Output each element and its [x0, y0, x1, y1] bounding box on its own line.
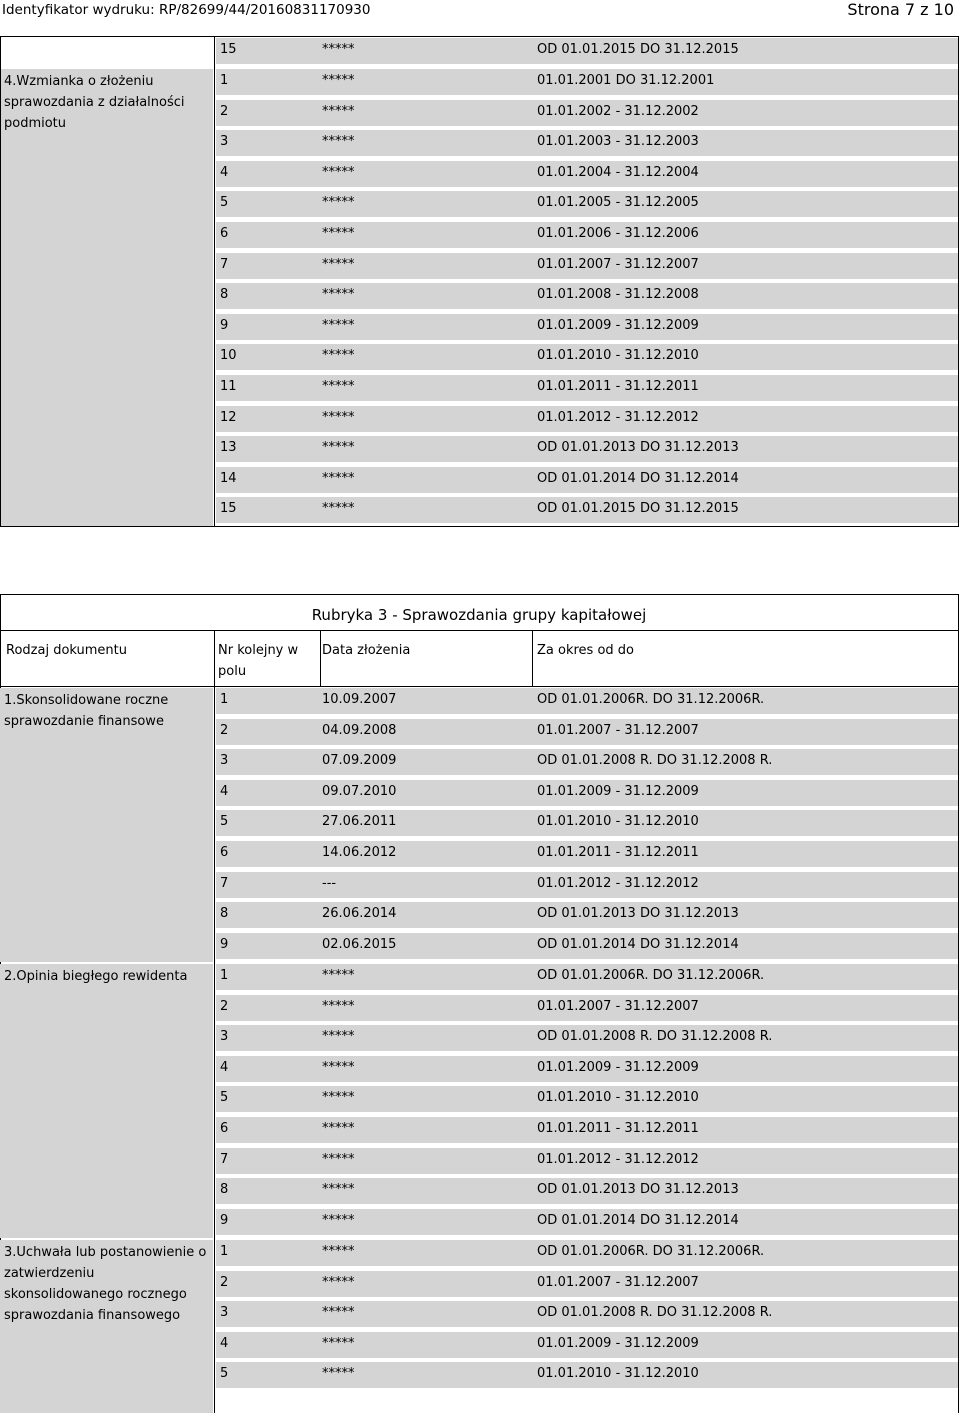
row-period: 01.01.2009 - 31.12.2009 — [537, 1060, 699, 1075]
row-date: ***** — [322, 134, 355, 149]
row-date: ***** — [322, 379, 355, 394]
row-date: 26.06.2014 — [322, 906, 397, 921]
table-row — [216, 872, 958, 898]
table-row — [216, 1117, 958, 1143]
table-row — [216, 314, 958, 340]
row-nr: 9 — [220, 1213, 229, 1228]
table-row — [216, 375, 958, 401]
row-period: 01.01.2003 - 31.12.2003 — [537, 134, 699, 149]
row-nr: 4 — [220, 1336, 229, 1351]
table-row — [216, 688, 958, 714]
table-row — [216, 69, 958, 95]
row-nr: 5 — [220, 195, 229, 210]
document-type-label: 3.Uchwała lub postanowienie o zatwierdzeniu skonsolidowanego rocznego sprawozdania finansowego — [0, 1240, 213, 1413]
row-nr: 1 — [220, 1244, 229, 1259]
section-title: Rubryka 3 - Sprawozdania grupy kapitałowej — [311, 606, 647, 624]
row-period: 01.01.2009 - 31.12.2009 — [537, 1336, 699, 1351]
row-period: 01.01.2010 - 31.12.2010 — [537, 814, 699, 829]
row-nr: 1 — [220, 968, 229, 983]
row-nr: 5 — [220, 814, 229, 829]
row-period: 01.01.2010 - 31.12.2010 — [537, 348, 699, 363]
row-period: 01.01.2012 - 31.12.2012 — [537, 876, 699, 891]
row-nr: 4 — [220, 165, 229, 180]
row-date: 04.09.2008 — [322, 723, 397, 738]
row-nr: 13 — [220, 440, 237, 455]
row-nr: 11 — [220, 379, 237, 394]
row-date: ***** — [322, 318, 355, 333]
column-header-nr: Nr kolejny w polu — [218, 643, 299, 679]
print-identifier: Identyfikator wydruku: RP/82699/44/20160831170930 — [2, 2, 371, 18]
row-period: 01.01.2009 - 31.12.2009 — [537, 318, 699, 333]
row-period: 01.01.2002 - 31.12.2002 — [537, 104, 699, 119]
row-date: ***** — [322, 1275, 355, 1290]
row-date: ***** — [322, 1182, 355, 1197]
row-date: 07.09.2009 — [322, 753, 397, 768]
row-date: ***** — [322, 1121, 355, 1136]
row-nr: 4 — [220, 1060, 229, 1075]
row-date: ***** — [322, 42, 355, 57]
row-date: 02.06.2015 — [322, 937, 397, 952]
row-date: ***** — [322, 440, 355, 455]
table-row — [216, 161, 958, 187]
row-nr: 2 — [220, 104, 229, 119]
row-period: OD 01.01.2013 DO 31.12.2013 — [537, 906, 739, 921]
row-nr: 2 — [220, 999, 229, 1014]
row-period: OD 01.01.2015 DO 31.12.2015 — [537, 42, 739, 57]
page-number: Strona 7 z 10 — [847, 0, 954, 19]
row-nr: 8 — [220, 1182, 229, 1197]
table-row — [216, 1148, 958, 1174]
row-period: OD 01.01.2006R. DO 31.12.2006R. — [537, 692, 765, 707]
row-period: 01.01.2012 - 31.12.2012 — [537, 410, 699, 425]
row-nr: 6 — [220, 845, 229, 860]
table-row — [216, 1301, 958, 1327]
row-period: 01.01.2011 - 31.12.2011 — [537, 1121, 699, 1136]
row-nr: 6 — [220, 1121, 229, 1136]
row-nr: 9 — [220, 318, 229, 333]
table-row — [216, 780, 958, 806]
row-nr: 3 — [220, 1305, 229, 1320]
table-border — [0, 630, 959, 631]
row-date: --- — [322, 876, 337, 891]
row-period: OD 01.01.2014 DO 31.12.2014 — [537, 471, 739, 486]
row-nr: 3 — [220, 753, 229, 768]
row-period: 01.01.2007 - 31.12.2007 — [537, 257, 699, 272]
table-row — [216, 1056, 958, 1082]
row-date: 14.06.2012 — [322, 845, 397, 860]
row-nr: 9 — [220, 937, 229, 952]
row-nr: 2 — [220, 723, 229, 738]
table-row — [216, 749, 958, 775]
row-period: 01.01.2012 - 31.12.2012 — [537, 1152, 699, 1167]
column-header-date: Data złożenia — [322, 643, 411, 658]
table-border — [532, 630, 533, 686]
row-date: ***** — [322, 1090, 355, 1105]
row-period: 01.01.2004 - 31.12.2004 — [537, 165, 699, 180]
table-border — [0, 36, 1, 527]
row-period: OD 01.01.2008 R. DO 31.12.2008 R. — [537, 1029, 773, 1044]
row-date: ***** — [322, 287, 355, 302]
table-row — [216, 810, 958, 836]
row-period: 01.01.2008 - 31.12.2008 — [537, 287, 699, 302]
row-period: OD 01.01.2013 DO 31.12.2013 — [537, 440, 739, 455]
row-nr: 6 — [220, 226, 229, 241]
row-period: 01.01.2005 - 31.12.2005 — [537, 195, 699, 210]
row-date: ***** — [322, 73, 355, 88]
table-row — [216, 191, 958, 217]
row-nr: 10 — [220, 348, 237, 363]
table-border — [958, 594, 959, 1413]
row-date: ***** — [322, 1305, 355, 1320]
row-period: OD 01.01.2008 R. DO 31.12.2008 R. — [537, 1305, 773, 1320]
table-border — [214, 630, 215, 1413]
table-border — [0, 36, 959, 37]
row-nr: 7 — [220, 1152, 229, 1167]
row-nr: 5 — [220, 1366, 229, 1381]
row-date: ***** — [322, 1213, 355, 1228]
row-period: OD 01.01.2013 DO 31.12.2013 — [537, 1182, 739, 1197]
row-nr: 7 — [220, 257, 229, 272]
row-period: 01.01.2011 - 31.12.2011 — [537, 845, 699, 860]
table-border — [0, 686, 959, 687]
row-date: ***** — [322, 501, 355, 516]
table-border — [0, 526, 959, 527]
row-period: 01.01.2007 - 31.12.2007 — [537, 1275, 699, 1290]
row-date: ***** — [322, 471, 355, 486]
table-row — [216, 933, 958, 959]
row-date: ***** — [322, 165, 355, 180]
row-nr: 1 — [220, 73, 229, 88]
row-nr: 15 — [220, 501, 237, 516]
row-date: ***** — [322, 1029, 355, 1044]
row-date: ***** — [322, 104, 355, 119]
row-date: 27.06.2011 — [322, 814, 397, 829]
row-date: ***** — [322, 1244, 355, 1259]
row-nr: 3 — [220, 134, 229, 149]
row-nr: 2 — [220, 1275, 229, 1290]
table-row — [216, 1332, 958, 1358]
row-period: OD 01.01.2015 DO 31.12.2015 — [537, 501, 739, 516]
row-period: 01.01.2001 DO 31.12.2001 — [537, 73, 715, 88]
table-row — [216, 253, 958, 279]
column-header-type: Rodzaj dokumentu — [6, 643, 127, 658]
table-border — [958, 36, 959, 527]
table-row — [216, 1209, 958, 1235]
row-period: 01.01.2006 - 31.12.2006 — [537, 226, 699, 241]
table-border — [214, 36, 215, 527]
table-row — [216, 130, 958, 156]
table-row — [216, 841, 958, 867]
row-nr: 14 — [220, 471, 237, 486]
row-period: OD 01.01.2014 DO 31.12.2014 — [537, 937, 739, 952]
table-row — [216, 995, 958, 1021]
table-row — [216, 902, 958, 928]
table-row — [216, 1362, 958, 1388]
row-period: 01.01.2009 - 31.12.2009 — [537, 784, 699, 799]
table-row — [216, 406, 958, 432]
row-date: ***** — [322, 410, 355, 425]
row-period: 01.01.2010 - 31.12.2010 — [537, 1366, 699, 1381]
row-period: OD 01.01.2006R. DO 31.12.2006R. — [537, 1244, 765, 1259]
row-nr: 3 — [220, 1029, 229, 1044]
row-nr: 12 — [220, 410, 237, 425]
document-type-label: 1.Skonsolidowane roczne sprawozdanie finansowe — [0, 688, 213, 962]
row-date: ***** — [322, 968, 355, 983]
row-date: ***** — [322, 1152, 355, 1167]
table-row — [216, 1271, 958, 1297]
row-date: ***** — [322, 195, 355, 210]
row-date: 10.09.2007 — [322, 692, 397, 707]
table-row — [216, 100, 958, 126]
row-period: OD 01.01.2008 R. DO 31.12.2008 R. — [537, 753, 773, 768]
row-period: 01.01.2011 - 31.12.2011 — [537, 379, 699, 394]
row-nr: 8 — [220, 906, 229, 921]
table-row — [216, 1178, 958, 1204]
row-nr: 1 — [220, 692, 229, 707]
row-nr: 7 — [220, 876, 229, 891]
row-date: 09.07.2010 — [322, 784, 397, 799]
table-border — [320, 630, 321, 686]
row-period: OD 01.01.2006R. DO 31.12.2006R. — [537, 968, 765, 983]
column-header-period: Za okres od do — [537, 643, 634, 658]
row-period: OD 01.01.2014 DO 31.12.2014 — [537, 1213, 739, 1228]
table-row — [216, 1240, 958, 1266]
table-row — [216, 467, 958, 493]
document-type-label: 2.Opinia biegłego rewidenta — [0, 964, 213, 1238]
row-date: ***** — [322, 1366, 355, 1381]
row-nr: 8 — [220, 287, 229, 302]
table-row — [216, 344, 958, 370]
table-row — [216, 1025, 958, 1051]
row-date: ***** — [322, 999, 355, 1014]
row-period: 01.01.2007 - 31.12.2007 — [537, 723, 699, 738]
row-date: ***** — [322, 1336, 355, 1351]
table-row — [216, 1086, 958, 1112]
table-row — [216, 436, 958, 462]
row-date: ***** — [322, 348, 355, 363]
row-nr: 4 — [220, 784, 229, 799]
table-border — [0, 594, 959, 595]
table-row — [216, 222, 958, 248]
row-date: ***** — [322, 226, 355, 241]
table-row — [216, 283, 958, 309]
table-row — [216, 719, 958, 745]
row-nr: 5 — [220, 1090, 229, 1105]
row-period: 01.01.2007 - 31.12.2007 — [537, 999, 699, 1014]
row-date: ***** — [322, 1060, 355, 1075]
row-date: ***** — [322, 257, 355, 272]
table-row — [216, 38, 958, 64]
document-type-label: 4.Wzmianka o złożeniu sprawozdania z działalności podmiotu — [0, 69, 213, 526]
table-row — [216, 964, 958, 990]
row-nr: 15 — [220, 42, 237, 57]
row-period: 01.01.2010 - 31.12.2010 — [537, 1090, 699, 1105]
table-row — [216, 497, 958, 523]
